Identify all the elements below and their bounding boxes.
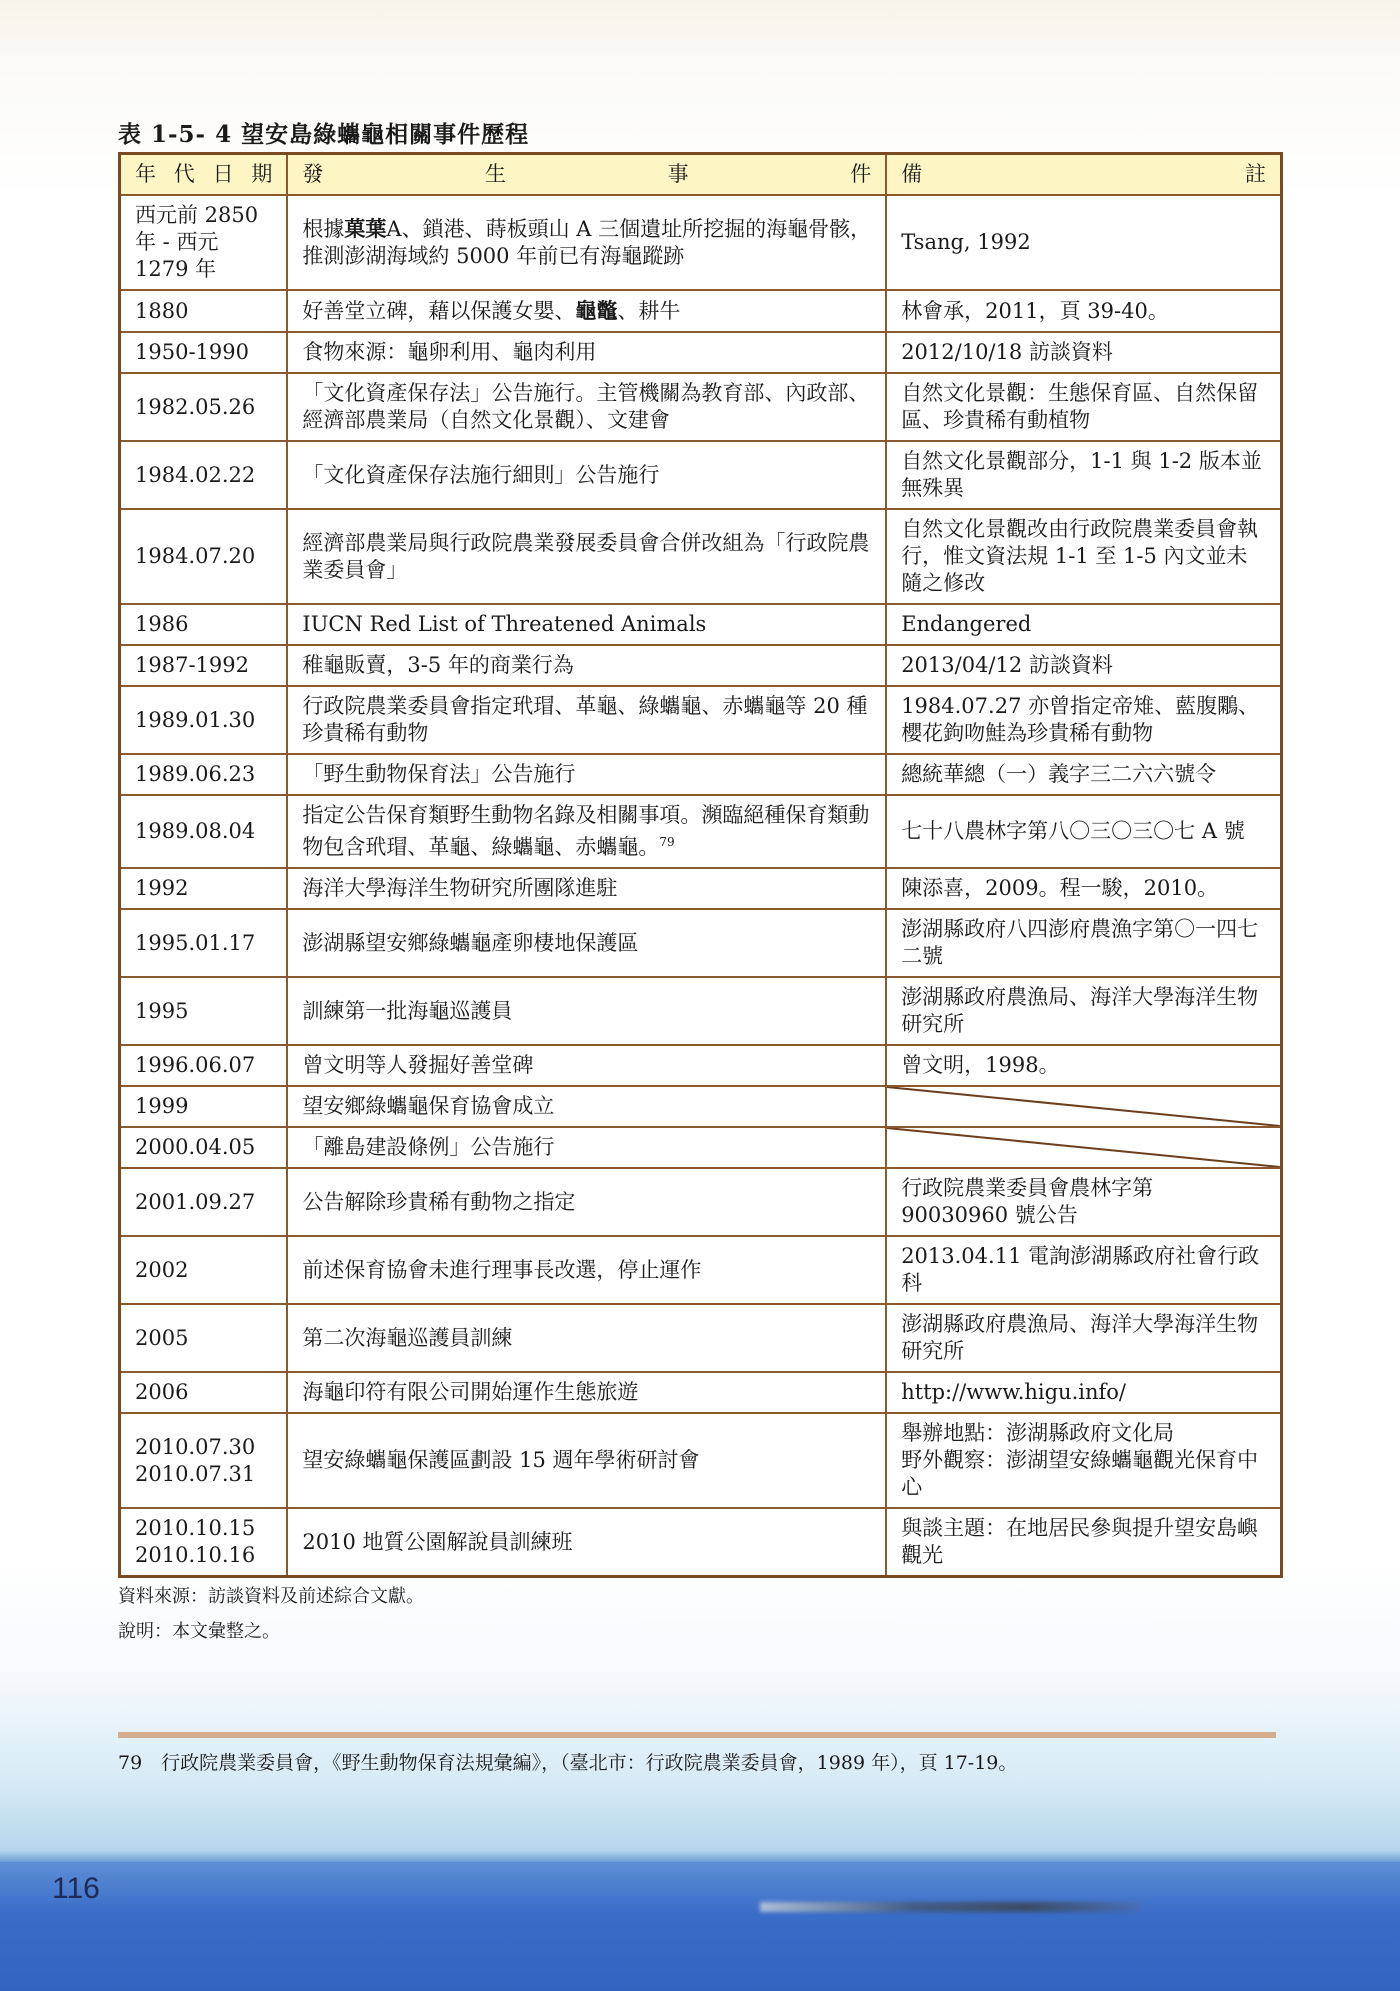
table-row	[120, 795, 1282, 868]
table-row	[120, 1413, 1282, 1508]
table-row	[120, 1304, 1282, 1372]
table-row	[120, 1236, 1282, 1304]
event-text: 2010 地質公園解說員訓練班	[302, 1529, 573, 1554]
event-cell	[287, 977, 886, 1045]
event-cell	[287, 1304, 886, 1372]
note-cell: http://www.higu.info/	[886, 1372, 1281, 1413]
event-text: 望安鄉綠蠵龜保育協會成立	[302, 1094, 555, 1118]
note-cell: 澎湖縣政府農漁局、海洋大學海洋生物研究所	[886, 1304, 1281, 1372]
table-header-row	[120, 154, 1282, 196]
date-cell: 2010.10.15 2010.10.16	[120, 1508, 288, 1577]
table-row	[120, 868, 1282, 909]
event-cell	[287, 1127, 886, 1168]
event-cell	[287, 645, 886, 686]
note-cell: 自然文化景觀：生態保育區、自然保留區、珍貴稀有動植物	[886, 373, 1281, 441]
diagonal-slash	[887, 1128, 1280, 1167]
note-cell: 行政院農業委員會農林字第 90030960 號公告	[886, 1168, 1281, 1236]
event-text: A、鎖港、蒔板頭山 A 三個遺址所挖掘的海龜骨骸，推測澎湖海域約 5000 年前已有海龜蹤跡	[302, 217, 872, 268]
note-cell: Endangered	[886, 604, 1281, 645]
event-cell	[287, 332, 886, 373]
date-cell: 1986	[120, 604, 288, 645]
date-cell: 1987-1992	[120, 645, 288, 686]
event-cell	[287, 1168, 886, 1236]
event-text: 根據	[302, 217, 345, 241]
header-char: 年	[135, 162, 156, 186]
table-row	[120, 195, 1282, 290]
note-cell: Tsang, 1992	[886, 195, 1281, 290]
table-row	[120, 290, 1282, 332]
note-cell: 1984.07.27 亦曾指定帝雉、藍腹鷴、櫻花鉤吻鮭為珍貴稀有動物	[886, 686, 1281, 754]
table-row	[120, 686, 1282, 754]
event-cell	[287, 795, 886, 868]
event-cell	[287, 909, 886, 977]
event-text: 行政院農業委員會指定玳瑁、革龜、綠蠵龜、赤蠵龜等 20 種珍貴稀有動物	[302, 694, 868, 745]
date-cell: 1989.06.23	[120, 754, 288, 795]
header-date	[120, 154, 288, 196]
note-cell: 2012/10/18 訪談資料	[886, 332, 1281, 373]
table-row	[120, 509, 1282, 604]
header-note	[886, 154, 1281, 196]
empty-note-cell	[886, 1127, 1281, 1168]
table-row	[120, 441, 1282, 509]
event-cell	[287, 1508, 886, 1577]
header-char: 代	[173, 162, 195, 186]
table-row	[120, 604, 1282, 645]
event-cell	[287, 1236, 886, 1304]
sea-background	[0, 1862, 1400, 1991]
date-cell: 1995.01.17	[120, 909, 288, 977]
date-cell: 2001.09.27	[120, 1168, 288, 1236]
event-cell	[287, 686, 886, 754]
event-text: 好善堂立碑，藉以保護女嬰、	[302, 299, 576, 323]
event-cell	[287, 1045, 886, 1086]
event-cell	[287, 509, 886, 604]
table-row	[120, 1372, 1282, 1413]
table-row	[120, 373, 1282, 441]
note-cell: 自然文化景觀部分，1-1 與 1-2 版本並無殊異	[886, 441, 1281, 509]
table-row	[120, 1045, 1282, 1086]
date-cell: 1880	[120, 290, 288, 332]
event-text: 、耕牛	[617, 299, 681, 323]
event-text: 稚龜販賣，3-5 年的商業行為	[302, 653, 574, 677]
footnote-ref: 79	[659, 835, 675, 849]
event-cell	[287, 195, 886, 290]
event-cell	[287, 290, 886, 332]
diagonal-slash	[887, 1087, 1280, 1126]
event-text: 澎湖縣望安鄉綠蠵龜產卵棲地保護區	[302, 930, 639, 955]
event-text: 「野生動物保育法」公告施行	[302, 762, 576, 786]
event-text: 指定公告保育類野生動物名錄及相關事項。瀕臨絕種保育類動物包含玳瑁、革龜、綠蠵龜、赤蠵龜。	[302, 803, 870, 859]
table-row	[120, 909, 1282, 977]
event-text: 「文化資產保存法施行細則」公告施行	[302, 462, 660, 487]
event-text: 經濟部農業局與行政院農業發展委員會合併改組為「行政院農業委員會」	[302, 530, 870, 582]
header-char: 發	[302, 162, 324, 186]
note-cell: 總統華總（一）義字三二六六號令	[886, 754, 1281, 795]
date-cell: 西元前 2850 年 - 西元 1279 年	[120, 195, 288, 290]
note-cell: 2013/04/12 訪談資料	[886, 645, 1281, 686]
event-cell	[287, 1413, 886, 1508]
header-char: 生	[485, 162, 506, 186]
header-char: 件	[850, 162, 872, 186]
event-text: 訓練第一批海龜巡護員	[302, 998, 513, 1023]
table-row	[120, 1127, 1282, 1168]
date-cell: 1950-1990	[120, 332, 288, 373]
event-text: 菓葉	[344, 216, 387, 241]
event-text: 「離島建設條例」公告施行	[302, 1135, 555, 1159]
event-text: 望安綠蠵龜保護區劃設 15 週年學術研討會	[302, 1448, 700, 1472]
note-cell: 七十八農林字第八〇三〇三〇七 A 號	[886, 795, 1281, 868]
event-text: IUCN Red List of Threatened Animals	[302, 612, 707, 636]
header-char: 註	[1245, 162, 1266, 186]
table-row	[120, 1508, 1282, 1577]
island-silhouette	[760, 1902, 1140, 1912]
footnote: 79 行政院農業委員會，《野生動物保育法規彙編》，（臺北市：行政院農業委員會，1989 年），頁 17-19。	[118, 1752, 1018, 1774]
event-text: 前述保育協會未進行理事長改選，停止運作	[302, 1257, 702, 1282]
event-text: 食物來源：龜卵利用、龜肉利用	[302, 340, 597, 364]
event-cell	[287, 1086, 886, 1127]
date-cell: 1982.05.26	[120, 373, 288, 441]
header-char: 備	[901, 162, 923, 186]
page-number: 116	[52, 1872, 100, 1905]
header-char: 事	[667, 162, 689, 186]
event-text: 第二次海龜巡護員訓練	[302, 1325, 513, 1350]
table-row	[120, 1168, 1282, 1236]
event-text: 海龜印符有限公司開始運作生態旅遊	[302, 1380, 639, 1404]
date-cell: 2006	[120, 1372, 288, 1413]
empty-note-cell	[886, 1086, 1281, 1127]
note-cell: 澎湖縣政府八四澎府農漁字第〇一四七二號	[886, 909, 1281, 977]
footnote-divider	[118, 1732, 1276, 1738]
date-cell: 1989.01.30	[120, 686, 288, 754]
note-cell: 2013.04.11 電詢澎湖縣政府社會行政科	[886, 1236, 1281, 1304]
event-cell	[287, 868, 886, 909]
note-cell: 舉辦地點：澎湖縣政府文化局 野外觀察：澎湖望安綠蠵龜觀光保育中心	[886, 1413, 1281, 1508]
note-cell: 澎湖縣政府農漁局、海洋大學海洋生物研究所	[886, 977, 1281, 1045]
note-cell: 自然文化景觀改由行政院農業委員會執行，惟文資法規 1-1 至 1-5 內文並未隨之修改	[886, 509, 1281, 604]
event-cell	[287, 373, 886, 441]
event-text: 公告解除珍貴稀有動物之指定	[302, 1189, 576, 1214]
date-cell: 1984.02.22	[120, 441, 288, 509]
date-cell: 1996.06.07	[120, 1045, 288, 1086]
event-cell	[287, 754, 886, 795]
explanation-note: 說明：本文彙整之。	[118, 1621, 280, 1642]
note-cell: 與談主題：在地居民參與提升望安島嶼觀光	[886, 1508, 1281, 1577]
table-title: 表 1-5- 4 望安島綠蠵龜相關事件歷程	[118, 121, 530, 148]
header-char: 期	[251, 162, 273, 186]
date-cell: 1989.08.04	[120, 795, 288, 868]
date-cell: 1995	[120, 977, 288, 1045]
event-text: 海洋大學海洋生物研究所團隊進駐	[302, 876, 618, 900]
event-cell	[287, 441, 886, 509]
date-cell: 1999	[120, 1086, 288, 1127]
date-cell: 2010.07.30 2010.07.31	[120, 1413, 288, 1508]
note-cell: 林會承，2011，頁 39-40。	[886, 290, 1281, 332]
table-row	[120, 645, 1282, 686]
table-row	[120, 1086, 1282, 1127]
note-cell: 陳添喜，2009。程一駿，2010。	[886, 868, 1281, 909]
header-event	[287, 154, 886, 196]
event-cell	[287, 604, 886, 645]
date-cell: 2005	[120, 1304, 288, 1372]
table-row	[120, 332, 1282, 373]
date-cell: 2002	[120, 1236, 288, 1304]
table-row	[120, 754, 1282, 795]
table-row	[120, 977, 1282, 1045]
events-table	[118, 152, 1283, 1578]
date-cell: 1992	[120, 868, 288, 909]
date-cell: 2000.04.05	[120, 1127, 288, 1168]
date-cell: 1984.07.20	[120, 509, 288, 604]
header-char: 日	[212, 162, 234, 186]
note-cell: 曾文明，1998。	[886, 1045, 1281, 1086]
event-text: 龜鼈	[575, 298, 618, 323]
source-note: 資料來源：訪談資料及前述綜合文獻。	[118, 1586, 424, 1607]
event-text: 「文化資產保存法」公告施行。主管機關為教育部、內政部、經濟部農業局（自然文化景觀）、文建會	[302, 381, 870, 432]
event-text: 曾文明等人發掘好善堂碑	[302, 1053, 534, 1077]
event-cell	[287, 1372, 886, 1413]
